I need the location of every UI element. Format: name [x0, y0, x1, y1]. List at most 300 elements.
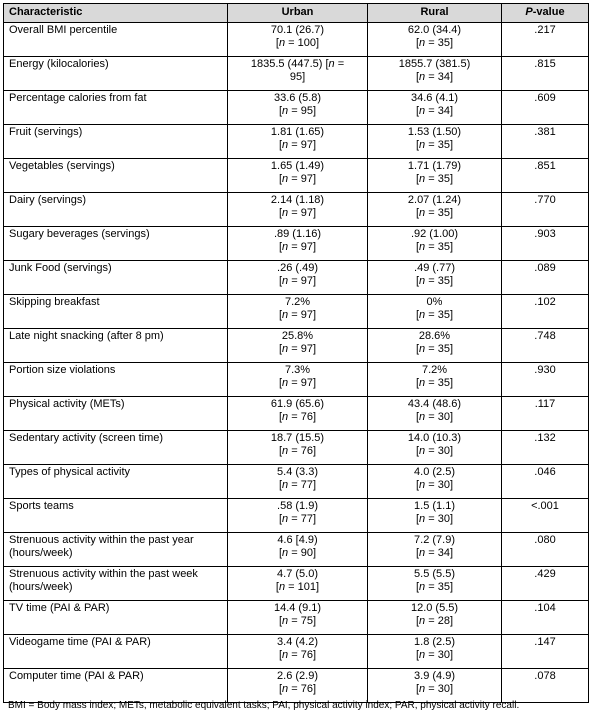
rural-n-value: = 35] [428, 377, 454, 389]
rural-n [373, 479, 496, 492]
urban-n-value: = 97] [291, 377, 317, 389]
rural-n-letter: n [419, 105, 429, 117]
rural-n-bracket: [ [415, 71, 420, 83]
rural-n-bracket: [ [415, 615, 420, 627]
rural-n [373, 37, 496, 50]
urban-value: .58 (1.9) [277, 500, 318, 512]
urban-n [233, 105, 362, 118]
urban-n-value: = 90] [291, 547, 317, 559]
row-rural-cell [368, 601, 502, 635]
urban-n-letter: n [282, 275, 292, 287]
rural-n-letter: n [419, 547, 429, 559]
rural-n [373, 513, 496, 526]
header-p-suffix: -value [532, 6, 565, 18]
rural-n-value: = 35] [428, 241, 454, 253]
row-rural-cell [368, 669, 502, 703]
rural-n-letter: n [419, 649, 429, 661]
rural-n-value: = 35] [428, 207, 454, 219]
urban-n-letter: n [282, 649, 292, 661]
row-rural-cell [368, 91, 502, 125]
urban-n-bracket: [ [278, 479, 283, 491]
rural-n-value: = 30] [428, 445, 454, 457]
rural-n [373, 241, 496, 254]
row-urban-cell [228, 57, 368, 91]
row-urban-cell [228, 567, 368, 601]
table-row [4, 193, 589, 227]
table-row [4, 91, 589, 125]
rural-n-value: = 30] [428, 411, 454, 423]
urban-value: .26 (.49) [277, 262, 318, 274]
urban-n-bracket: [ [278, 513, 283, 525]
rural-value: 14.0 (10.3) [407, 432, 462, 444]
header-p-value [502, 4, 589, 23]
urban-n-bracket: [ [278, 615, 283, 627]
urban-n [233, 173, 362, 186]
urban-n-value: = 101] [288, 581, 320, 593]
rural-n [373, 105, 496, 118]
urban-value: 4.7 (5.0) [277, 568, 318, 580]
urban-n-letter: n [278, 37, 289, 49]
row-urban-cell [228, 159, 368, 193]
table-body [4, 23, 589, 703]
table-row [4, 329, 589, 363]
urban-n-letter: n [282, 377, 292, 389]
table-row [4, 601, 589, 635]
urban-n-bracket: [ [278, 275, 283, 287]
urban-n-value: = 75] [291, 615, 317, 627]
rural-n [373, 411, 496, 424]
rural-n-letter: n [419, 683, 429, 695]
urban-n-value: = 76] [291, 683, 317, 695]
row-characteristic: Strenuous activity within the past year (hours/week) [4, 533, 228, 567]
row-characteristic: Overall BMI percentile [4, 23, 228, 57]
urban-n [233, 377, 362, 390]
rural-n-value: = 35] [428, 343, 454, 355]
rural-n-letter: n [419, 581, 429, 593]
rural-value: 4.0 (2.5) [414, 466, 455, 478]
row-p-value: .429 [502, 567, 589, 601]
table-row [4, 669, 589, 703]
urban-value: 18.7 (15.5) [270, 432, 325, 444]
rural-value: .49 (.77) [414, 262, 455, 274]
rural-n-value: = 30] [428, 479, 454, 491]
rural-n [373, 173, 496, 186]
rural-value: 1.8 (2.5) [414, 636, 455, 648]
urban-n-bracket: [ [278, 649, 283, 661]
row-characteristic: Types of physical activity [4, 465, 228, 499]
urban-n-value: = 97] [291, 309, 317, 321]
urban-n-bracket: [ [278, 139, 283, 151]
row-urban-cell [228, 669, 368, 703]
rural-value: 1855.7 (381.5) [398, 58, 471, 70]
urban-n-bracket: [ [275, 581, 279, 593]
urban-value: 3.4 (4.2) [277, 636, 318, 648]
table-row [4, 567, 589, 601]
rural-n-bracket: [ [415, 309, 420, 321]
rural-n-bracket: [ [415, 37, 420, 49]
row-rural-cell [368, 329, 502, 363]
results-table [3, 3, 589, 703]
urban-n-bracket: [ [278, 241, 283, 253]
rural-n-bracket: [ [415, 411, 420, 423]
row-p-value: .851 [502, 159, 589, 193]
row-urban-cell [228, 23, 368, 57]
rural-n [373, 139, 496, 152]
rural-n-letter: n [419, 173, 429, 185]
row-characteristic: Late night snacking (after 8 pm) [4, 329, 228, 363]
row-urban-cell [228, 465, 368, 499]
urban-n [233, 275, 362, 288]
row-p-value: .132 [502, 431, 589, 465]
row-rural-cell [368, 159, 502, 193]
rural-n-bracket: [ [415, 173, 420, 185]
urban-n [233, 343, 362, 356]
rural-n-letter: n [419, 445, 429, 457]
row-characteristic: Vegetables (servings) [4, 159, 228, 193]
rural-n-value: = 35] [428, 173, 454, 185]
row-urban-cell [228, 533, 368, 567]
row-urban-cell [228, 295, 368, 329]
urban-n-value: = 97] [291, 275, 317, 287]
urban-value: 1.81 (1.65) [270, 126, 325, 138]
row-p-value: .102 [502, 295, 589, 329]
urban-n-letter: n [282, 105, 292, 117]
rural-n-letter: n [419, 71, 429, 83]
table-row [4, 431, 589, 465]
urban-n-bracket: [ [278, 411, 283, 423]
row-p-value: .217 [502, 23, 589, 57]
row-urban-cell [228, 193, 368, 227]
rural-value: 1.53 (1.50) [407, 126, 462, 138]
urban-value: 61.9 (65.6) [270, 398, 325, 410]
urban-n [233, 479, 362, 492]
urban-n-value: = 76] [291, 649, 317, 661]
urban-n-bracket: [ [278, 683, 283, 695]
table-header-row [4, 4, 589, 23]
urban-n-letter: n [282, 411, 292, 423]
rural-n-bracket: [ [415, 343, 420, 355]
row-p-value: .770 [502, 193, 589, 227]
rural-n-letter: n [419, 479, 429, 491]
rural-n-letter: n [419, 513, 429, 525]
urban-value: 2.14 (1.18) [270, 194, 325, 206]
urban-n-letter: n [282, 683, 292, 695]
urban-n-value: = 97] [291, 343, 317, 355]
table-row [4, 159, 589, 193]
urban-n-value: = 97] [291, 139, 317, 151]
urban-value: 70.1 (26.7) [270, 24, 325, 36]
row-p-value: .815 [502, 57, 589, 91]
urban-value-rest: = [334, 58, 345, 70]
rural-n-bracket: [ [415, 649, 420, 661]
urban-value: 7.2% [284, 296, 311, 308]
urban-n [233, 513, 362, 526]
row-characteristic: Videogame time (PAI & PAR) [4, 635, 228, 669]
urban-n [233, 241, 362, 254]
row-p-value: .147 [502, 635, 589, 669]
rural-n-bracket: [ [415, 241, 420, 253]
row-rural-cell [368, 499, 502, 533]
urban-n-bracket: [ [275, 37, 279, 49]
table-row [4, 57, 589, 91]
rural-n-bracket: [ [415, 547, 420, 559]
table-row [4, 295, 589, 329]
urban-n [233, 649, 362, 662]
row-rural-cell [368, 635, 502, 669]
urban-n-letter: n [328, 58, 335, 70]
rural-n [373, 309, 496, 322]
urban-n [233, 37, 362, 50]
rural-n-bracket: [ [415, 207, 420, 219]
rural-n-bracket: [ [415, 479, 420, 491]
urban-n-value: 95] [289, 71, 306, 83]
row-p-value: .046 [502, 465, 589, 499]
urban-n-letter: n [282, 513, 292, 525]
rural-n-value: = 35] [428, 309, 454, 321]
row-characteristic: Sedentary activity (screen time) [4, 431, 228, 465]
urban-n-value: = 76] [291, 445, 317, 457]
urban-n-bracket: [ [278, 547, 283, 559]
row-p-value: .104 [502, 601, 589, 635]
rural-value: 7.2 (7.9) [414, 534, 455, 546]
rural-n-bracket: [ [415, 445, 420, 457]
rural-n [373, 207, 496, 220]
rural-n-value: = 30] [428, 683, 454, 695]
urban-value-text: 1835.5 (447.5) [ [250, 58, 329, 70]
row-urban-cell [228, 227, 368, 261]
rural-value: 28.6% [418, 330, 451, 342]
urban-n-value: = 77] [291, 479, 317, 491]
urban-value: 2.6 (2.9) [277, 670, 318, 682]
rural-value: 1.5 (1.1) [414, 500, 455, 512]
table-row [4, 363, 589, 397]
row-urban-cell [228, 635, 368, 669]
rural-n-bracket: [ [415, 139, 420, 151]
row-urban-cell [228, 91, 368, 125]
row-rural-cell [368, 533, 502, 567]
urban-n-bracket: [ [278, 377, 283, 389]
rural-n-value: = 35] [428, 275, 454, 287]
rural-n-bracket: [ [415, 513, 420, 525]
urban-n-value: = 100] [288, 37, 320, 49]
row-p-value: .903 [502, 227, 589, 261]
rural-n [373, 581, 496, 594]
row-p-value: .748 [502, 329, 589, 363]
rural-n-value: = 28] [428, 615, 454, 627]
rural-value: 1.71 (1.79) [407, 160, 462, 172]
row-characteristic: Fruit (servings) [4, 125, 228, 159]
urban-n-letter: n [282, 173, 292, 185]
rural-n-letter: n [419, 275, 429, 287]
urban-n-letter: n [282, 479, 292, 491]
urban-n-bracket: [ [278, 445, 283, 457]
row-rural-cell [368, 261, 502, 295]
urban-n-letter: n [282, 309, 292, 321]
urban-n-bracket: [ [278, 105, 283, 117]
rural-value: 62.0 (34.4) [407, 24, 462, 36]
table-row [4, 397, 589, 431]
urban-n-letter: n [282, 547, 292, 559]
rural-value: 34.6 (4.1) [410, 92, 459, 104]
urban-value [233, 58, 362, 71]
urban-n-letter: n [282, 615, 292, 627]
rural-n-bracket: [ [415, 105, 420, 117]
rural-value: 12.0 (5.5) [410, 602, 459, 614]
row-p-value: .930 [502, 363, 589, 397]
row-p-value: .381 [502, 125, 589, 159]
row-urban-cell [228, 499, 368, 533]
table-footnote: BMI = Body mass index; METs, metabolic equivalent tasks; PAI, physical activity index; PAR, physical activity recall. [8, 700, 520, 711]
rural-n-value: = 30] [428, 513, 454, 525]
row-urban-cell [228, 397, 368, 431]
rural-n-value: = 35] [428, 581, 454, 593]
rural-value: 7.2% [421, 364, 448, 376]
table-row [4, 533, 589, 567]
urban-value: .89 (1.16) [273, 228, 322, 240]
table-row [4, 125, 589, 159]
header-p-italic: P [525, 6, 533, 18]
urban-n-letter: n [282, 241, 292, 253]
rural-n-value: = 34] [428, 105, 454, 117]
urban-n-letter: n [282, 139, 292, 151]
table-row [4, 227, 589, 261]
table-row [4, 465, 589, 499]
urban-value: 4.6 [4.9) [277, 534, 318, 546]
rural-n [373, 615, 496, 628]
row-rural-cell [368, 397, 502, 431]
rural-n [373, 377, 496, 390]
rural-n [373, 445, 496, 458]
urban-n [233, 411, 362, 424]
urban-n [233, 71, 362, 84]
row-rural-cell [368, 193, 502, 227]
header-characteristic: Characteristic [4, 4, 228, 23]
rural-n-letter: n [419, 241, 429, 253]
row-rural-cell [368, 125, 502, 159]
urban-n [233, 581, 362, 594]
table-row [4, 261, 589, 295]
rural-n-letter: n [419, 37, 429, 49]
urban-n-value: = 95] [291, 105, 317, 117]
row-characteristic: Dairy (servings) [4, 193, 228, 227]
rural-n-bracket: [ [415, 581, 420, 593]
row-rural-cell [368, 567, 502, 601]
row-p-value: .080 [502, 533, 589, 567]
urban-n-value: = 97] [291, 241, 317, 253]
row-characteristic: Strenuous activity within the past week (hours/week) [4, 567, 228, 601]
rural-n-bracket: [ [415, 683, 420, 695]
rural-n-letter: n [419, 343, 429, 355]
row-rural-cell [368, 431, 502, 465]
rural-n [373, 683, 496, 696]
header-urban: Urban [228, 4, 368, 23]
urban-n-letter: n [282, 445, 292, 457]
rural-n-letter: n [419, 411, 429, 423]
urban-n [233, 309, 362, 322]
urban-value: 1.65 (1.49) [270, 160, 325, 172]
rural-n [373, 343, 496, 356]
table-row [4, 499, 589, 533]
row-characteristic: Sports teams [4, 499, 228, 533]
urban-n-bracket: [ [278, 207, 283, 219]
row-p-value: .117 [502, 397, 589, 431]
row-rural-cell [368, 227, 502, 261]
row-characteristic: Sugary beverages (servings) [4, 227, 228, 261]
row-urban-cell [228, 125, 368, 159]
rural-n [373, 71, 496, 84]
urban-n-value: = 97] [291, 173, 317, 185]
row-urban-cell [228, 329, 368, 363]
urban-value: 33.6 (5.8) [273, 92, 322, 104]
rural-value: 3.9 (4.9) [414, 670, 455, 682]
row-characteristic: Junk Food (servings) [4, 261, 228, 295]
row-characteristic: TV time (PAI & PAR) [4, 601, 228, 635]
urban-value: 7.3% [284, 364, 311, 376]
row-p-value: <.001 [502, 499, 589, 533]
row-urban-cell [228, 601, 368, 635]
row-rural-cell [368, 23, 502, 57]
row-characteristic: Portion size violations [4, 363, 228, 397]
rural-value: .92 (1.00) [410, 228, 459, 240]
rural-n-value: = 34] [428, 71, 454, 83]
row-urban-cell [228, 431, 368, 465]
urban-n [233, 615, 362, 628]
rural-n-value: = 35] [428, 139, 454, 151]
urban-n-letter: n [278, 581, 289, 593]
rural-n-bracket: [ [415, 377, 420, 389]
rural-n-value: = 30] [428, 649, 454, 661]
urban-n-bracket: [ [278, 343, 283, 355]
row-characteristic: Physical activity (METs) [4, 397, 228, 431]
rural-value: 2.07 (1.24) [407, 194, 462, 206]
urban-n-letter: n [282, 343, 292, 355]
row-characteristic: Percentage calories from fat [4, 91, 228, 125]
urban-n [233, 683, 362, 696]
header-rural: Rural [368, 4, 502, 23]
rural-n-letter: n [419, 207, 429, 219]
rural-n-bracket: [ [415, 275, 420, 287]
row-characteristic: Skipping breakfast [4, 295, 228, 329]
urban-value: 14.4 (9.1) [273, 602, 322, 614]
urban-n-bracket: [ [278, 309, 283, 321]
row-rural-cell [368, 295, 502, 329]
urban-n [233, 445, 362, 458]
row-rural-cell [368, 57, 502, 91]
rural-n [373, 547, 496, 560]
urban-n [233, 207, 362, 220]
urban-value: 25.8% [281, 330, 314, 342]
rural-n [373, 649, 496, 662]
table-row [4, 23, 589, 57]
row-characteristic: Computer time (PAI & PAR) [4, 669, 228, 703]
urban-n-bracket: [ [278, 173, 283, 185]
row-characteristic: Energy (kilocalories) [4, 57, 228, 91]
rural-value: 43.4 (48.6) [407, 398, 462, 410]
rural-n-letter: n [419, 309, 429, 321]
urban-n-value: = 77] [291, 513, 317, 525]
row-urban-cell [228, 261, 368, 295]
table-row [4, 635, 589, 669]
row-rural-cell [368, 363, 502, 397]
row-p-value: .078 [502, 669, 589, 703]
rural-n-value: = 35] [428, 37, 454, 49]
rural-n-letter: n [419, 377, 429, 389]
urban-value: 5.4 (3.3) [277, 466, 318, 478]
rural-n-value: = 34] [428, 547, 454, 559]
rural-n-letter: n [419, 139, 429, 151]
rural-value: 5.5 (5.5) [414, 568, 455, 580]
rural-value: 0% [426, 296, 443, 308]
